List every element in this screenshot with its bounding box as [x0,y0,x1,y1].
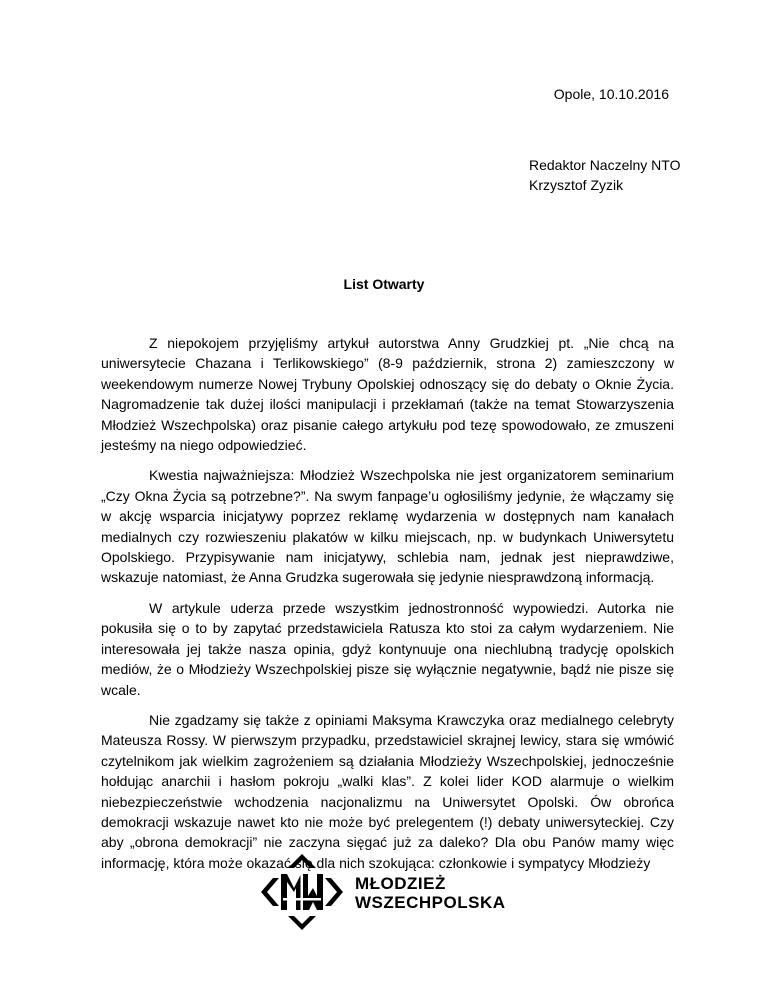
paragraph: W artykule uderza przede wszystkim jednostronność wypowiedzi. Autorka nie pokusiła się o to by zapytać przedstawiciela Ratusza kto stoi za całym wydarzeniem. Nie interesowała jej także nasza opinia, gdyż kontynuuje ona niechlubną tradycję opolskich mediów, że o Młodzieży Wszechpolskiej pisze się wyłącznie negatywnie, bądź nie pisze się wcale. [101,599,674,698]
recipient-block [529,155,680,195]
logo-line-2: WSZECHPOLSKA [355,893,506,912]
letter-title: List Otwarty [343,276,425,292]
paragraph: Nie zgadzamy się także z opiniami Maksyma Krawczyka oraz medialnego celebryty Mateusza Rossy. W pierwszym przypadku, przedstawiciel skrajnej lewicy, stara się wmówić czytelnikom jak wielkim zagrożeniem są działania Młodzieży Wszechpolskiej, jednocześnie hołdując anarchii i hasłom pokroju „walki klas”. Z kolei lider KOD alarmuje o wielkim niebezpieczeństwie wchodzenia nacjonalizmu na Uniwersytet Opolski. Ów obrońca demokracji wskazuje nawet kto nie może być prelegentem (!) debaty uniwersyteckiej. Czy aby „obrona demokracji” nie zaczyna sięgać już za daleko? Dla obu Panów mamy więc informację, która może okazać się dla nich szokująca: członkowie i sympatycy Młodzieży [101,711,674,871]
paragraph: Kwestia najważniejsza: Młodzież Wszechpolska nie jest organizatorem seminarium „Czy Okna Życia są potrzebne?”. Na swym fanpage’u ogłosiliśmy jedynie, że włączamy się w akcję wsparcia inicjatywy poprzez reklamę wydarzenia w dostępnych nam kanałach medialnych czy rozwieszeniu plakatów w kilku miejscach, np. w budynkach Uniwersytetu Opolskiego. Przypisywanie nam inicjatywy, schlebia nam, jednak jest nieprawdziwe, wskazuje natomiast, że Anna Grudzka sugerowała się jedynie niesprawdzoną informacją. [101,467,674,586]
organization-logo [257,852,517,932]
recipient-name: Krzysztof Zyzik [529,177,624,193]
mw-emblem-icon [257,852,347,932]
letter-body [101,333,674,883]
logo-wordmark [355,874,506,912]
logo-line-1: MŁODZIEŻ [355,874,446,893]
paragraph: Z niepokojem przyjęliśmy artykuł autorstwa Anny Grudzkiej pt. „Nie chcą na uniwersytecie Chazana i Terlikowskiego” (8-9 październik, strona 2) zamieszczony w weekendowym numerze Nowej Trybuny Opolskiej odnoszący się do debaty o Oknie Życia. Nagromadzenie tak dużej ilości manipulacji i przekłamań (także na temat Stowarzyszenia Młodzież Wszechpolska) oraz pisanie całego artykułu pod tezę spowodowało, ze zmuszeni jesteśmy na niego odpowiedzieć. [101,335,674,454]
date-line: Opole, 10.10.2016 [553,86,669,102]
recipient-title: Redaktor Naczelny NTO [529,157,681,173]
